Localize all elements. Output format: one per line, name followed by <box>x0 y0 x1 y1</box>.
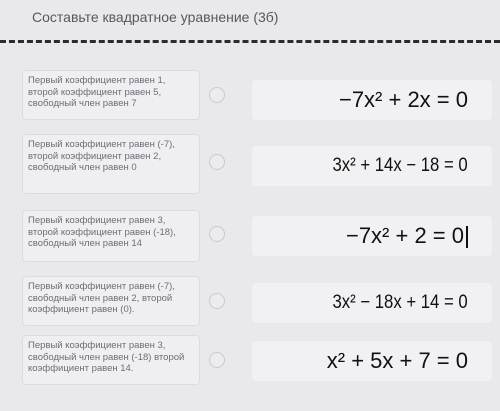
left-item-text: Первый коэффициент равен 1, второй коэффициент равен 5, свободный член равен 7 <box>28 75 166 109</box>
equation: −7x² + 2x = 0 <box>338 87 468 112</box>
equation: −7x² + 2 = 0 <box>345 223 464 248</box>
equation: 3x² − 18x + 14 = 0 <box>332 292 468 313</box>
left-item-3[interactable] <box>22 210 200 262</box>
right-item-3[interactable] <box>252 216 492 256</box>
left-item-2[interactable] <box>22 134 200 194</box>
left-radio-5[interactable] <box>209 352 225 368</box>
right-item-1[interactable] <box>252 80 492 120</box>
left-item-text: Первый коэффициент равен (-7), свободный член равен 2, второй коэффициент равен (0). <box>28 281 175 315</box>
left-item-text: Первый коэффициент равен 3, свободный член равен (-18) второй коэффициент равен 14. <box>28 340 185 374</box>
left-radio-1[interactable] <box>209 87 225 103</box>
right-item-2[interactable] <box>252 146 492 186</box>
left-item-1[interactable] <box>22 70 200 120</box>
right-item-4[interactable] <box>252 283 492 323</box>
left-item-text: Первый коэффициент равен 3, второй коэффициент равен (-18), свободный член равен 14 <box>28 215 176 249</box>
equation: x² + 5x + 7 = 0 <box>326 348 468 373</box>
left-item-4[interactable] <box>22 276 200 326</box>
question-title: Составьте квадратное уравнение (3б) <box>32 9 279 25</box>
divider <box>0 40 500 47</box>
left-radio-3[interactable] <box>209 226 225 242</box>
left-radio-4[interactable] <box>209 293 225 309</box>
left-radio-2[interactable] <box>209 154 225 170</box>
left-item-text: Первый коэффициент равен (-7), второй коэффициент равен 2, свободный член равен 0 <box>28 139 175 173</box>
text-cursor <box>466 226 468 248</box>
right-item-5[interactable] <box>252 341 492 381</box>
equation: 3x² + 14x − 18 = 0 <box>332 155 468 176</box>
left-item-5[interactable] <box>22 335 200 385</box>
equation-with-cursor <box>346 223 468 249</box>
